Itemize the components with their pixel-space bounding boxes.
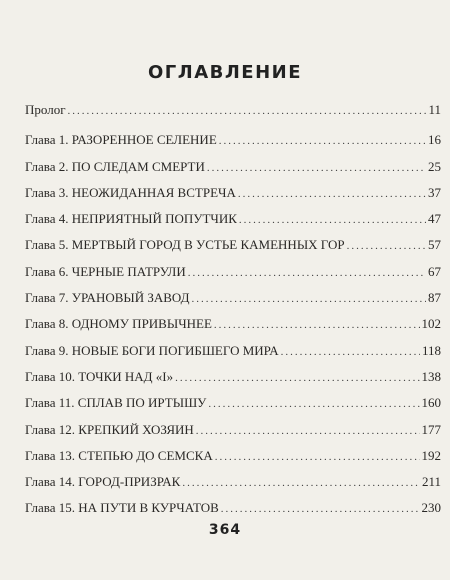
dot-leader — [238, 181, 426, 207]
dot-leader — [219, 128, 426, 154]
toc-entry — [25, 154, 441, 180]
toc-entry-title: Глава 1. РАЗОРЕННОЕ СЕЛЕНИЕ — [25, 132, 217, 148]
dot-leader — [192, 286, 426, 312]
toc-entry-page: 118 — [421, 342, 441, 358]
dot-leader — [182, 470, 420, 496]
dot-leader — [207, 155, 426, 181]
toc-entry-page: 177 — [421, 421, 441, 437]
toc-entry — [25, 469, 441, 495]
toc-entry — [25, 338, 441, 364]
toc-entry-page: 211 — [421, 474, 441, 490]
toc-entry-title: Глава 13. СТЕПЬЮ ДО СЕМСКА — [25, 447, 213, 463]
toc-entry-page: 25 — [428, 158, 441, 174]
toc-entry — [25, 97, 441, 123]
toc-entry-title: Глава 2. ПО СЛЕДАМ СМЕРТИ — [25, 158, 205, 174]
dot-leader — [221, 496, 420, 522]
page-title: ОГЛАВЛЕНИЕ — [147, 62, 303, 83]
toc-entry-page: 138 — [421, 368, 441, 384]
toc-entry-title: Глава 12. КРЕПКИЙ ХОЗЯИН — [25, 421, 194, 437]
toc-entry-page: 37 — [428, 184, 441, 200]
toc-entry — [25, 206, 441, 232]
dot-leader — [188, 260, 426, 286]
toc-entry — [25, 311, 441, 337]
toc-entry-title: Глава 8. ОДНОМУ ПРИВЫЧНЕЕ — [25, 316, 212, 332]
toc-entry — [25, 495, 441, 521]
table-of-contents — [25, 97, 441, 522]
toc-entry-title: Глава 7. УРАНОВЫЙ ЗАВОД — [25, 290, 190, 306]
dot-leader — [347, 233, 426, 259]
toc-entry — [25, 443, 441, 469]
toc-entry-title: Глава 4. НЕПРИЯТНЫЙ ПОПУТЧИК — [25, 211, 237, 227]
toc-entry-page: 67 — [428, 263, 441, 279]
toc-entry — [25, 180, 441, 206]
toc-entry-page: 87 — [428, 290, 441, 306]
toc-entry-page: 192 — [421, 447, 441, 463]
toc-entry-page: 57 — [428, 237, 441, 253]
toc-entry — [25, 232, 441, 258]
dot-leader — [196, 418, 420, 444]
toc-entry-title: Глава 5. МЕРТВЫЙ ГОРОД В УСТЬЕ КАМЕННЫХ ГОР — [25, 237, 345, 253]
toc-entry — [25, 417, 441, 443]
toc-entry — [25, 364, 441, 390]
dot-leader — [239, 207, 426, 233]
toc-entry-page: 16 — [428, 132, 441, 148]
toc-entry-page: 47 — [428, 211, 441, 227]
toc-entry-page: 11 — [428, 102, 441, 117]
toc-entry-page: 160 — [421, 395, 441, 411]
toc-entry-title: Глава 6. ЧЕРНЫЕ ПАТРУЛИ — [25, 263, 186, 279]
toc-entry-title: Глава 11. СПЛАВ ПО ИРТЫШУ — [25, 395, 207, 411]
dot-leader — [214, 312, 420, 338]
toc-entry-title: Глава 15. НА ПУТИ В КУРЧАТОВ — [25, 500, 219, 516]
toc-entry — [25, 127, 441, 153]
dot-leader — [281, 339, 420, 365]
toc-entry-title: Глава 14. ГОРОД-ПРИЗРАК — [25, 474, 181, 490]
toc-entry — [25, 259, 441, 285]
toc-entry-title: Глава 3. НЕОЖИДАННАЯ ВСТРЕЧА — [25, 184, 236, 200]
dot-leader — [175, 365, 419, 391]
toc-entry-page: 230 — [421, 500, 441, 516]
toc-entry-title: Глава 9. НОВЫЕ БОГИ ПОГИБШЕГО МИРА — [25, 342, 279, 358]
toc-entry-page: 102 — [421, 316, 441, 332]
dot-leader — [215, 444, 420, 470]
toc-entry — [25, 285, 441, 311]
page-number: 364 — [208, 522, 242, 538]
toc-entry-title: Пролог — [25, 102, 66, 117]
toc-entry — [25, 390, 441, 416]
dot-leader — [208, 391, 419, 417]
toc-entry-title: Глава 10. ТОЧКИ НАД «I» — [25, 368, 174, 384]
dot-leader — [68, 98, 427, 124]
